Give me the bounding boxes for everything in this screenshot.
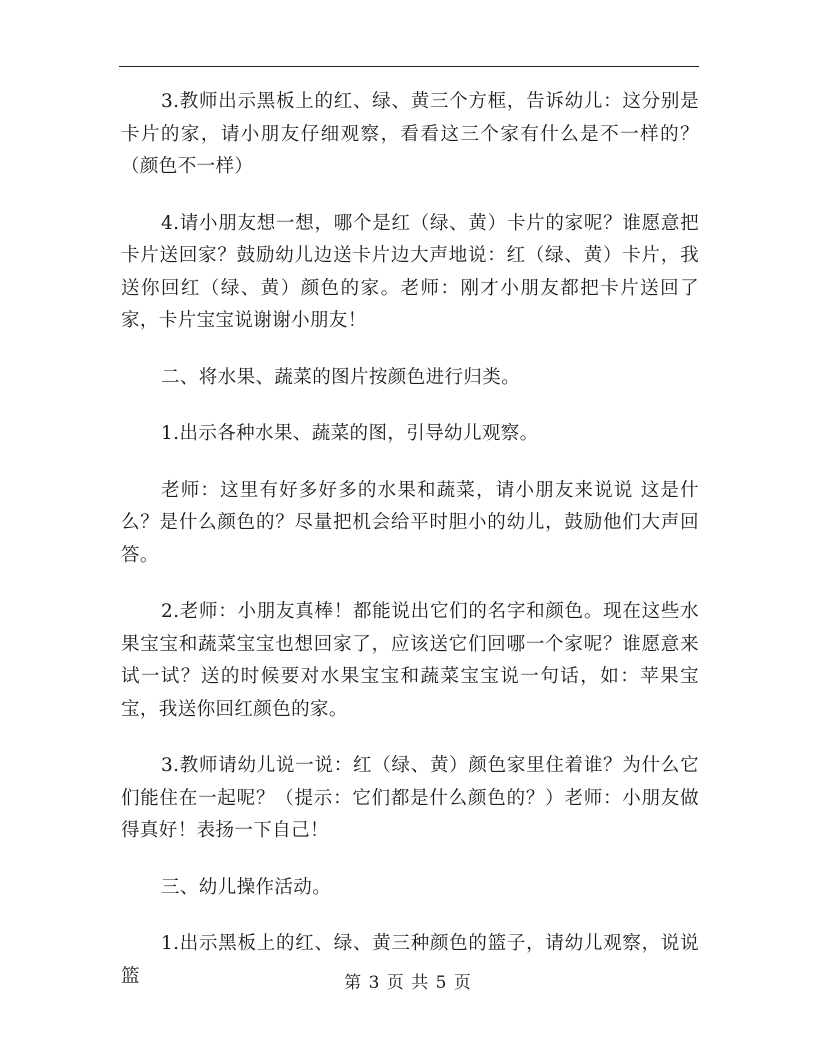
paragraph-step-3-boxes: 3.教师出示黑板上的红、绿、黄三个方框，告诉幼儿：这分别是卡片的家，请小朋友仔细观察，看看这三个家有什么是不一样的？（颜色不一样） <box>121 91 699 177</box>
paragraph-send-home: 2.老师：小朋友真棒！都能说出它们的名字和颜色。现在这些水果宝宝和蔬菜宝宝也想回家了，应该送它们回哪一个家呢？谁愿意来试一试？送的时候要对水果宝宝和蔬菜宝宝说一句话，如：苹果宝宝，我送你回红颜色的家。 <box>121 601 699 720</box>
paragraph-show-pictures: 1.出示各种水果、蔬菜的图，引导幼儿观察。 <box>161 423 539 444</box>
header-rule <box>119 66 699 67</box>
paragraph-who-lives: 3.教师请幼儿说一说：红（绿、黄）颜色家里住着谁？为什么它们能住在一起呢？（提示：它们都是什么颜色的？）老师：小朋友做得真好！表扬一下自己！ <box>121 755 699 841</box>
paragraph-teacher-question: 老师：这里有好多好多的水果和蔬菜，请小朋友来说说 这是什么？是什么颜色的？尽量把机会给平时胆小的幼儿，鼓励他们大声回答。 <box>121 479 699 566</box>
section-heading-2: 二、将水果、蔬菜的图片按颜色进行归类。 <box>161 366 521 388</box>
paragraph-baskets: 1.出示黑板上的红、绿、黄三种颜色的篮子，请幼儿观察，说说篮 <box>121 933 699 987</box>
page-footer: 第 3 页 共 5 页 <box>344 973 472 993</box>
document-body <box>121 86 699 1017</box>
paragraph-step-4-cards-home: 4.请小朋友想一想，哪个是红（绿、黄）卡片的家呢？谁愿意把卡片送回家？鼓励幼儿边送卡片边大声地说：红（绿、黄）卡片，我送你回红（绿、黄）颜色的家。老师：刚才小朋友都把卡片送回了家，卡片宝宝说谢谢小朋友！ <box>121 212 699 331</box>
section-heading-3: 三、幼儿操作活动。 <box>161 876 332 898</box>
